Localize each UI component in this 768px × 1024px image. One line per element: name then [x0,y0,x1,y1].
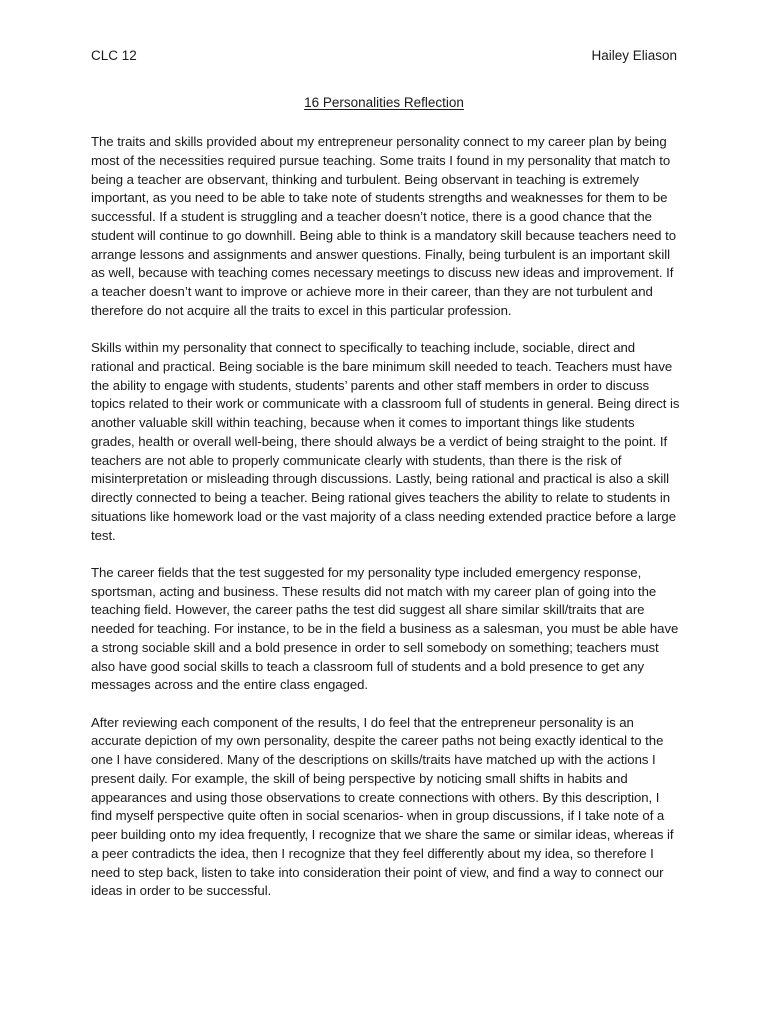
paragraph-4: After reviewing each component of the results, I do feel that the entrepreneur personality is an accurate depiction of my own personality, despite the career paths not being exactly identical to the one I have considered. Many of the descriptions on skills/traits have matched up with the actions I present daily. For example, the skill of being perspective by noticing small shifts in habits and appearances and using those observations to create connections with others. By this description, I find myself perspective quite often in social scenarios- when in group discussions, if I take note of a peer building onto my idea frequently, I recognize that we share the same or similar ideas, whereas if a peer contradicts the idea, then I recognize that they feel differently about my idea, so therefore I need to step back, listen to take into consideration their point of view, and find a way to connect our ideas in order to be successful. [91,714,674,899]
document-body [91,133,681,920]
paragraph-2: Skills within my personality that connect to specifically to teaching include, sociable, direct and rational and practical. Being sociable is the bare minimum skill needed to teach. Teachers must have the ability to engage with students, students’ parents and other staff members in order to discuss topics related to their work or communicate with a classroom full of students in general. Being direct is another valuable skill within teaching, because when it comes to important things like students grades, health or overall well-being, there should always be a verdict of being straight to the point. If teachers are not able to properly communicate clearly with students, than there is the risk of misinterpretation or misleading through discussions. Lastly, being rational and practical is also a skill directly connected to being a teacher. Being rational gives teachers the ability to relate to students in situations like homework load or the vast majority of a class needing extended practice before a large test. [91,340,680,543]
author-name: Hailey Eliason [591,48,677,63]
page-header [91,47,677,65]
course-code: CLC 12 [91,48,137,63]
paragraph-1: The traits and skills provided about my entrepreneur personality connect to my career plan by being most of the necessities required pursue teaching. Some traits I found in my personality that match to being a teacher are observant, thinking and turbulent. Being observant in teaching is extremely important, as you need to be able to take note of students strengths and weaknesses for them to be successful. If a student is struggling and a teacher doesn’t notice, there is a good chance that the student will continue to go downhill. Being able to think is a mandatory skill because teachers need to arrange lessons and assignments and answer questions. Finally, being turbulent is an important skill as well, because with teaching comes necessary meetings to discuss new ideas and improvement. If a teacher doesn’t want to improve or achieve more in their career, than they are not turbulent and therefore do not acquire all the traits to excel in this particular profession. [91,134,676,318]
paragraph-3: The career fields that the test suggested for my personality type included emergency response, sportsman, acting and business. These results did not match with my career plan of going into the teaching field. However, the career paths the test did suggest all share similar skill/traits that are needed for teaching. For instance, to be in the field a business as a salesman, you must be able have a strong sociable skill and a bold presence in order to sell somebody on something; teachers must also have good social skills to teach a classroom full of students and a bold presence to get any messages across and the entire class engaged. [91,564,679,693]
document-title: 16 Personalities Reflection [304,95,464,110]
